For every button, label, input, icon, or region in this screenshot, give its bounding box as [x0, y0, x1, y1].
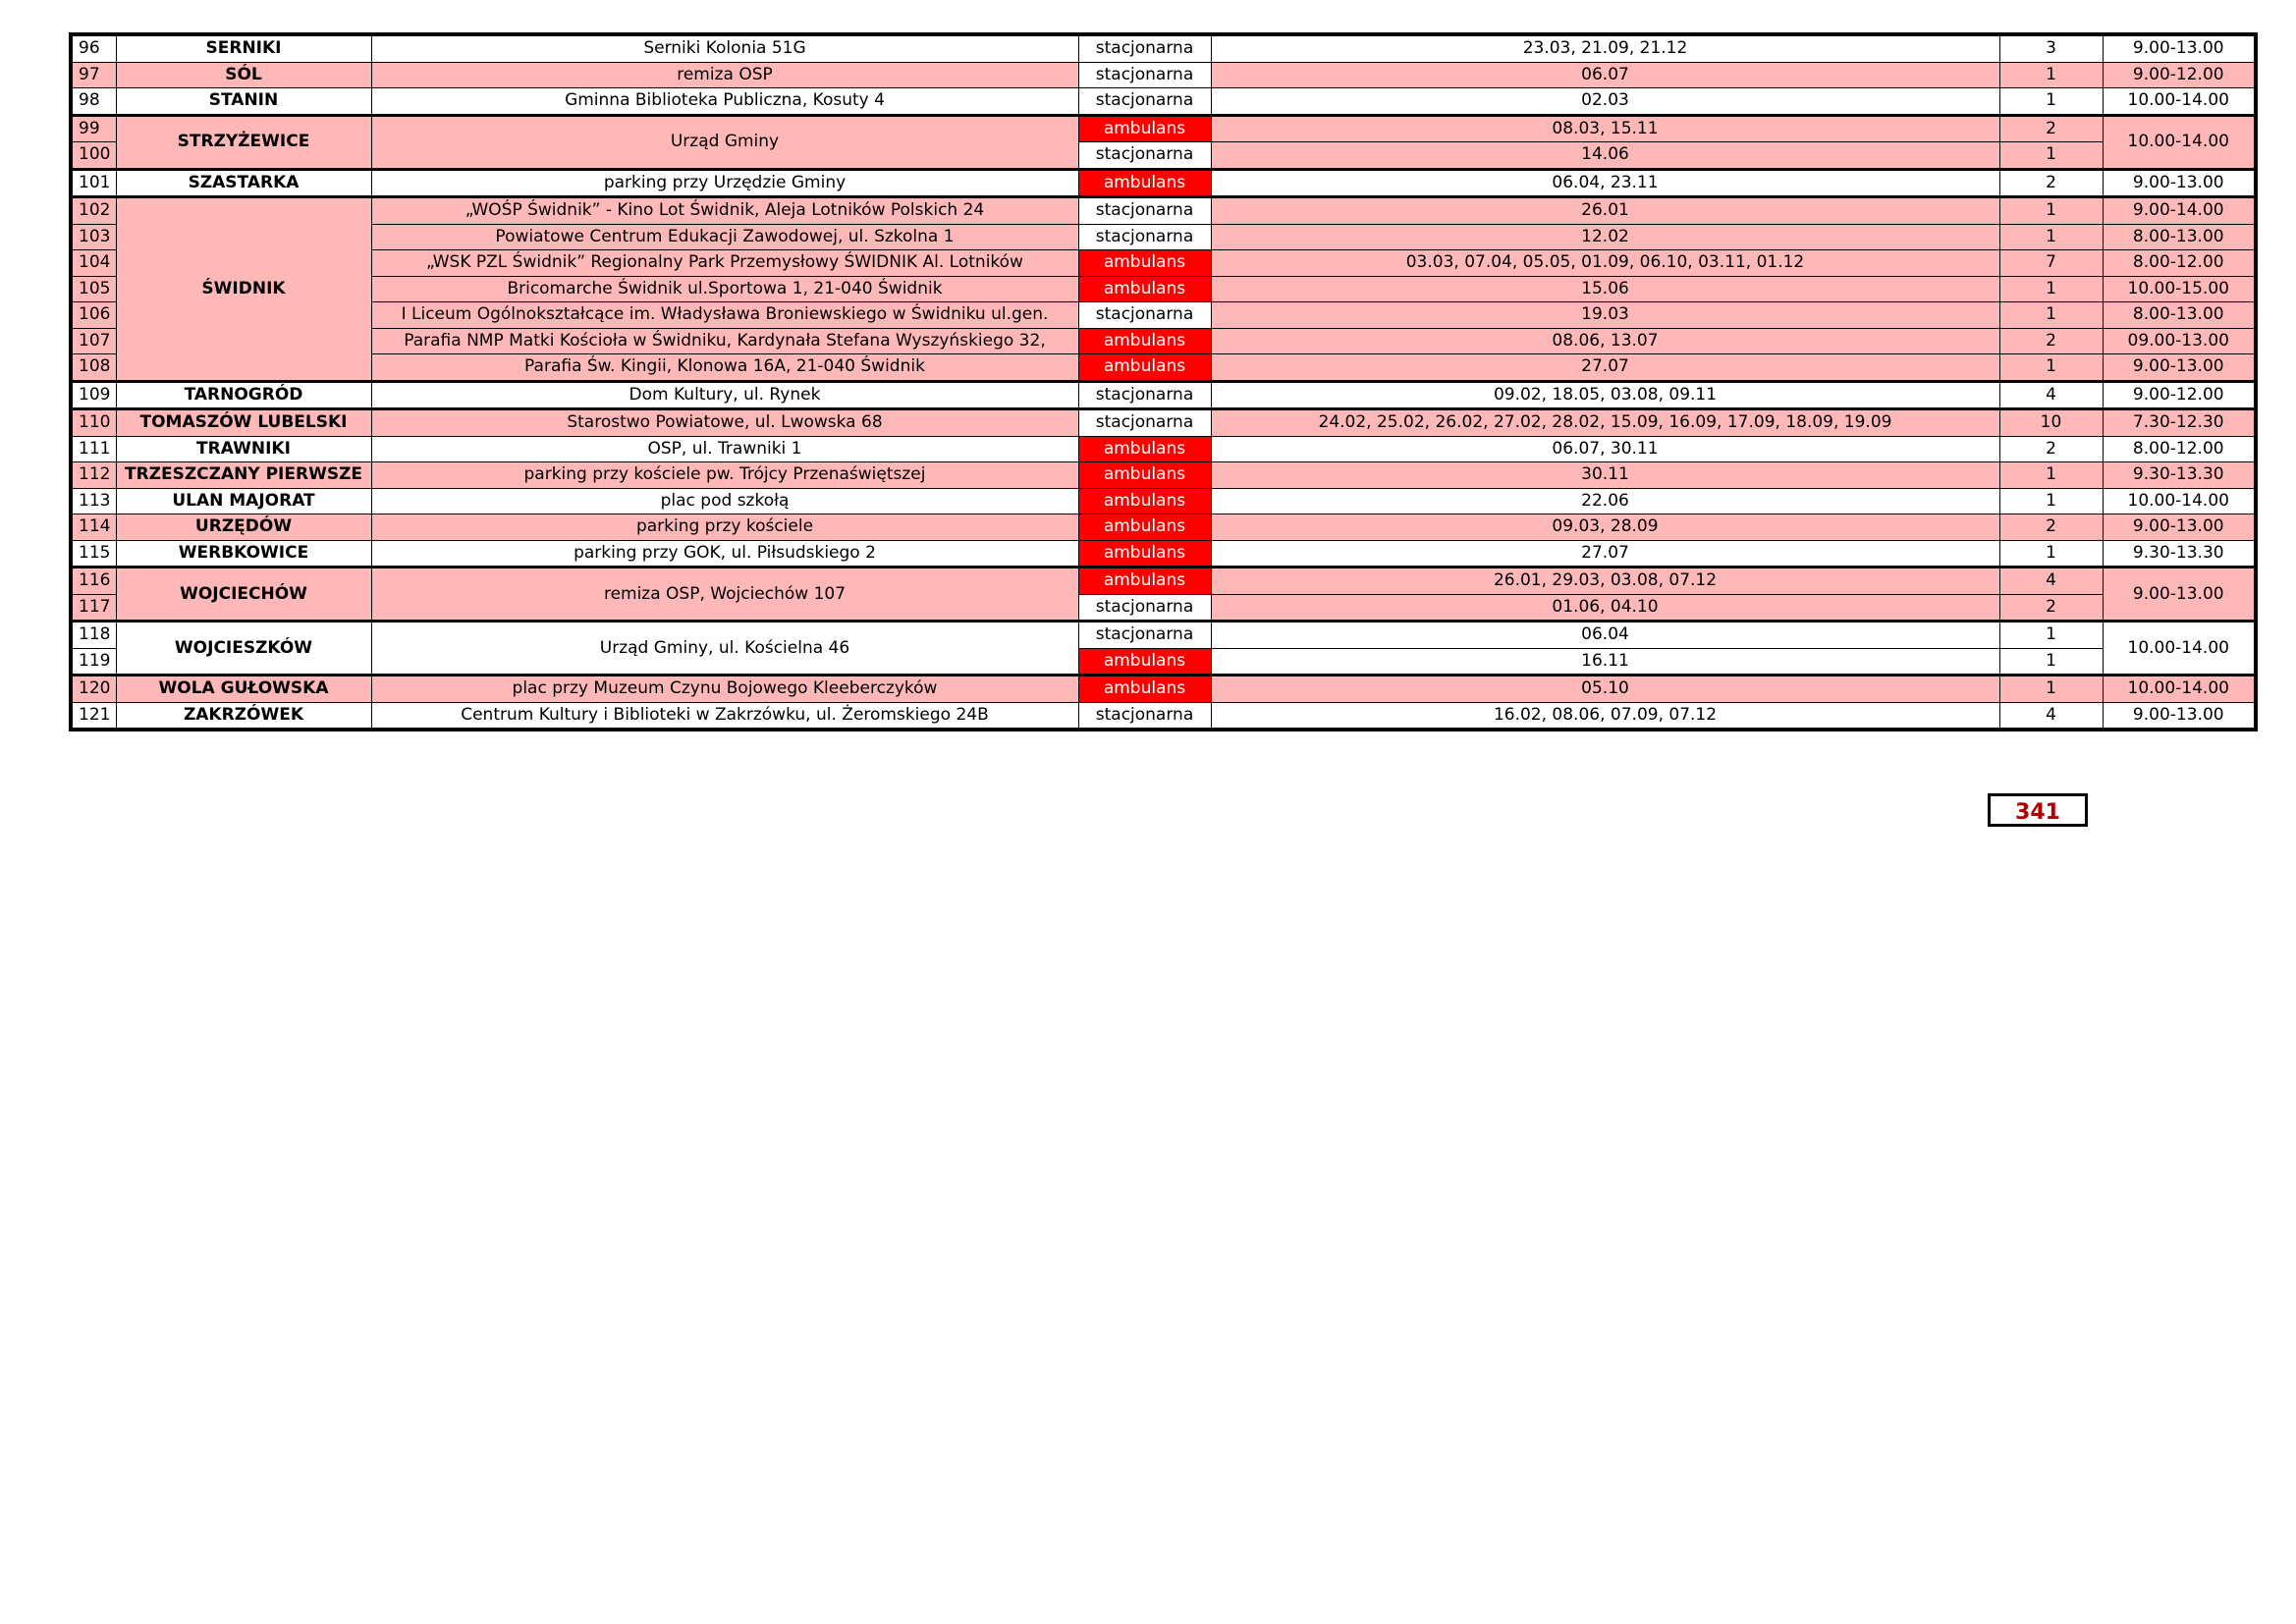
row-number: 121: [71, 702, 116, 730]
count: 2: [1999, 436, 2103, 462]
row-number: 106: [71, 302, 116, 329]
row-number: 117: [71, 594, 116, 622]
location: „WOŚP Świdnik” - Kino Lot Świdnik, Aleja Lotników Polskich 24: [371, 197, 1078, 225]
table-row: [71, 568, 2256, 595]
municipality: STRZYŻEWICE: [116, 115, 371, 169]
municipality: ŚWIDNIK: [116, 197, 371, 382]
dates: 22.06: [1211, 488, 1999, 514]
table-row: [71, 250, 2256, 277]
donation-type: ambulans: [1078, 169, 1211, 197]
row-number: 105: [71, 276, 116, 302]
row-number: 99: [71, 115, 116, 142]
row-number: 104: [71, 250, 116, 277]
donation-type: ambulans: [1078, 488, 1211, 514]
hours: 9.00-14.00: [2103, 197, 2256, 225]
municipality: SÓL: [116, 62, 371, 88]
table-row: [71, 488, 2256, 514]
municipality: SERNIKI: [116, 34, 371, 62]
hours: 9.00-13.00: [2103, 34, 2256, 62]
location: parking przy Urzędzie Gminy: [371, 169, 1078, 197]
count: 1: [1999, 488, 2103, 514]
municipality: WOJCIESZKÓW: [116, 622, 371, 676]
hours: 9.00-13.00: [2103, 354, 2256, 382]
hours: 09.00-13.00: [2103, 328, 2256, 354]
municipality: WOJCIECHÓW: [116, 568, 371, 622]
dates: 09.02, 18.05, 03.08, 09.11: [1211, 381, 1999, 409]
donation-type: ambulans: [1078, 514, 1211, 541]
table-row: [71, 115, 2256, 142]
dates: 27.07: [1211, 354, 1999, 382]
row-number: 108: [71, 354, 116, 382]
table-row: [71, 88, 2256, 116]
table-row: [71, 622, 2256, 649]
table-row: [71, 169, 2256, 197]
donation-type: stacjonarna: [1078, 381, 1211, 409]
location: parking przy kościele: [371, 514, 1078, 541]
donation-type: stacjonarna: [1078, 142, 1211, 170]
dates: 30.11: [1211, 462, 1999, 489]
row-number: 98: [71, 88, 116, 116]
hours: 8.00-13.00: [2103, 302, 2256, 329]
hours: 8.00-13.00: [2103, 224, 2256, 250]
row-number: 120: [71, 676, 116, 703]
row-number: 119: [71, 648, 116, 676]
donation-type: ambulans: [1078, 676, 1211, 703]
row-number: 111: [71, 436, 116, 462]
row-number: 115: [71, 540, 116, 568]
municipality: SZASTARKA: [116, 169, 371, 197]
hours: 9.00-13.00: [2103, 568, 2256, 622]
donation-type: stacjonarna: [1078, 702, 1211, 730]
donation-type: ambulans: [1078, 276, 1211, 302]
donation-type: ambulans: [1078, 328, 1211, 354]
dates: 16.11: [1211, 648, 1999, 676]
hours: 10.00-14.00: [2103, 488, 2256, 514]
donation-type: stacjonarna: [1078, 224, 1211, 250]
location: Serniki Kolonia 51G: [371, 34, 1078, 62]
location: I Liceum Ogólnokształcące im. Władysława Broniewskiego w Świdniku ul.gen.: [371, 302, 1078, 329]
hours: 9.00-13.00: [2103, 702, 2256, 730]
donation-type: stacjonarna: [1078, 409, 1211, 437]
dates: 06.07, 30.11: [1211, 436, 1999, 462]
count: 10: [1999, 409, 2103, 437]
count: 1: [1999, 354, 2103, 382]
location: Urząd Gminy: [371, 115, 1078, 169]
location: OSP, ul. Trawniki 1: [371, 436, 1078, 462]
count: 1: [1999, 62, 2103, 88]
count: 2: [1999, 594, 2103, 622]
count: 1: [1999, 676, 2103, 703]
count: 2: [1999, 169, 2103, 197]
table-row: [71, 302, 2256, 329]
municipality: STANIN: [116, 88, 371, 116]
hours: 9.00-13.00: [2103, 169, 2256, 197]
location: Dom Kultury, ul. Rynek: [371, 381, 1078, 409]
municipality: TOMASZÓW LUBELSKI: [116, 409, 371, 437]
row-number: 116: [71, 568, 116, 595]
table-row: [71, 676, 2256, 703]
row-number: 107: [71, 328, 116, 354]
location: Powiatowe Centrum Edukacji Zawodowej, ul. Szkolna 1: [371, 224, 1078, 250]
donation-type: ambulans: [1078, 540, 1211, 568]
hours: 8.00-12.00: [2103, 250, 2256, 277]
donation-type: ambulans: [1078, 115, 1211, 142]
location: remiza OSP, Wojciechów 107: [371, 568, 1078, 622]
hours: 8.00-12.00: [2103, 436, 2256, 462]
count: 1: [1999, 302, 2103, 329]
municipality: URZĘDÓW: [116, 514, 371, 541]
row-number: 113: [71, 488, 116, 514]
dates: 23.03, 21.09, 21.12: [1211, 34, 1999, 62]
municipality: TRAWNIKI: [116, 436, 371, 462]
count: 2: [1999, 115, 2103, 142]
municipality: TARNOGRÓD: [116, 381, 371, 409]
dates: 09.03, 28.09: [1211, 514, 1999, 541]
dates: 14.06: [1211, 142, 1999, 170]
row-number: 112: [71, 462, 116, 489]
donation-type: stacjonarna: [1078, 34, 1211, 62]
donation-type: stacjonarna: [1078, 88, 1211, 116]
location: parking przy GOK, ul. Piłsudskiego 2: [371, 540, 1078, 568]
count: 2: [1999, 514, 2103, 541]
municipality: WERBKOWICE: [116, 540, 371, 568]
dates: 08.06, 13.07: [1211, 328, 1999, 354]
hours: 7.30-12.30: [2103, 409, 2256, 437]
hours: 9.00-12.00: [2103, 62, 2256, 88]
location: Bricomarche Świdnik ul.Sportowa 1, 21-040 Świdnik: [371, 276, 1078, 302]
dates: 02.03: [1211, 88, 1999, 116]
table-row: [71, 436, 2256, 462]
hours: 10.00-15.00: [2103, 276, 2256, 302]
count: 2: [1999, 328, 2103, 354]
donation-type: ambulans: [1078, 648, 1211, 676]
collection-schedule-table: [69, 32, 2258, 731]
table-row: [71, 34, 2256, 62]
municipality: WOLA GUŁOWSKA: [116, 676, 371, 703]
location: Urząd Gminy, ul. Kościelna 46: [371, 622, 1078, 676]
municipality: ZAKRZÓWEK: [116, 702, 371, 730]
row-number: 97: [71, 62, 116, 88]
table-row: [71, 540, 2256, 568]
table-row: [71, 276, 2256, 302]
table-row: [71, 328, 2256, 354]
row-number: 100: [71, 142, 116, 170]
dates: 06.04, 23.11: [1211, 169, 1999, 197]
count: 1: [1999, 462, 2103, 489]
hours: 10.00-14.00: [2103, 115, 2256, 169]
hours: 9.30-13.30: [2103, 462, 2256, 489]
location: parking przy kościele pw. Trójcy Przenaświętszej: [371, 462, 1078, 489]
dates: 19.03: [1211, 302, 1999, 329]
donation-type: ambulans: [1078, 462, 1211, 489]
hours: 10.00-14.00: [2103, 676, 2256, 703]
table-row: [71, 462, 2256, 489]
count: 1: [1999, 276, 2103, 302]
donation-type: ambulans: [1078, 354, 1211, 382]
hours: 10.00-14.00: [2103, 622, 2256, 676]
table-row: [71, 354, 2256, 382]
table-row: [71, 514, 2256, 541]
table-row: [71, 409, 2256, 437]
row-number: 103: [71, 224, 116, 250]
dates: 08.03, 15.11: [1211, 115, 1999, 142]
count: 1: [1999, 648, 2103, 676]
donation-type: stacjonarna: [1078, 302, 1211, 329]
municipality: ULAN MAJORAT: [116, 488, 371, 514]
dates: 06.04: [1211, 622, 1999, 649]
donation-type: stacjonarna: [1078, 622, 1211, 649]
dates: 12.02: [1211, 224, 1999, 250]
count: 4: [1999, 702, 2103, 730]
donation-type: stacjonarna: [1078, 197, 1211, 225]
row-number: 110: [71, 409, 116, 437]
dates: 27.07: [1211, 540, 1999, 568]
count: 1: [1999, 622, 2103, 649]
dates: 05.10: [1211, 676, 1999, 703]
count: 1: [1999, 88, 2103, 116]
location: Starostwo Powiatowe, ul. Lwowska 68: [371, 409, 1078, 437]
hours: 9.00-12.00: [2103, 381, 2256, 409]
count: 1: [1999, 540, 2103, 568]
count: 4: [1999, 381, 2103, 409]
location: Centrum Kultury i Biblioteki w Zakrzówku, ul. Żeromskiego 24B: [371, 702, 1078, 730]
table-row: [71, 702, 2256, 730]
count: 1: [1999, 142, 2103, 170]
location: remiza OSP: [371, 62, 1078, 88]
table-row: [71, 381, 2256, 409]
donation-type: ambulans: [1078, 568, 1211, 595]
row-number: 114: [71, 514, 116, 541]
hours: 9.30-13.30: [2103, 540, 2256, 568]
donation-type: stacjonarna: [1078, 594, 1211, 622]
donation-type: stacjonarna: [1078, 62, 1211, 88]
municipality: TRZESZCZANY PIERWSZE: [116, 462, 371, 489]
dates: 16.02, 08.06, 07.09, 07.12: [1211, 702, 1999, 730]
location: Gminna Biblioteka Publiczna, Kosuty 4: [371, 88, 1078, 116]
location: Parafia Św. Kingii, Klonowa 16A, 21-040 Świdnik: [371, 354, 1078, 382]
dates: 03.03, 07.04, 05.05, 01.09, 06.10, 03.11, 01.12: [1211, 250, 1999, 277]
count: 7: [1999, 250, 2103, 277]
count: 1: [1999, 197, 2103, 225]
dates: 26.01: [1211, 197, 1999, 225]
table-row: [71, 224, 2256, 250]
hours: 10.00-14.00: [2103, 88, 2256, 116]
donation-type: ambulans: [1078, 436, 1211, 462]
location: Parafia NMP Matki Kościoła w Świdniku, Kardynała Stefana Wyszyńskiego 32,: [371, 328, 1078, 354]
count: 1: [1999, 224, 2103, 250]
dates: 06.07: [1211, 62, 1999, 88]
location: plac pod szkołą: [371, 488, 1078, 514]
dates: 26.01, 29.03, 03.08, 07.12: [1211, 568, 1999, 595]
row-number: 101: [71, 169, 116, 197]
count: 3: [1999, 34, 2103, 62]
dates: 01.06, 04.10: [1211, 594, 1999, 622]
row-number: 109: [71, 381, 116, 409]
donation-type: ambulans: [1078, 250, 1211, 277]
count: 4: [1999, 568, 2103, 595]
table-row: [71, 62, 2256, 88]
dates: 15.06: [1211, 276, 1999, 302]
dates: 24.02, 25.02, 26.02, 27.02, 28.02, 15.09, 16.09, 17.09, 18.09, 19.09: [1211, 409, 1999, 437]
row-number: 96: [71, 34, 116, 62]
location: plac przy Muzeum Czynu Bojowego Kleeberczyków: [371, 676, 1078, 703]
table-row: [71, 197, 2256, 225]
total-count: 341: [1988, 793, 2088, 827]
row-number: 118: [71, 622, 116, 649]
location: „WSK PZL Świdnik” Regionalny Park Przemysłowy ŚWIDNIK Al. Lotników: [371, 250, 1078, 277]
hours: 9.00-13.00: [2103, 514, 2256, 541]
row-number: 102: [71, 197, 116, 225]
